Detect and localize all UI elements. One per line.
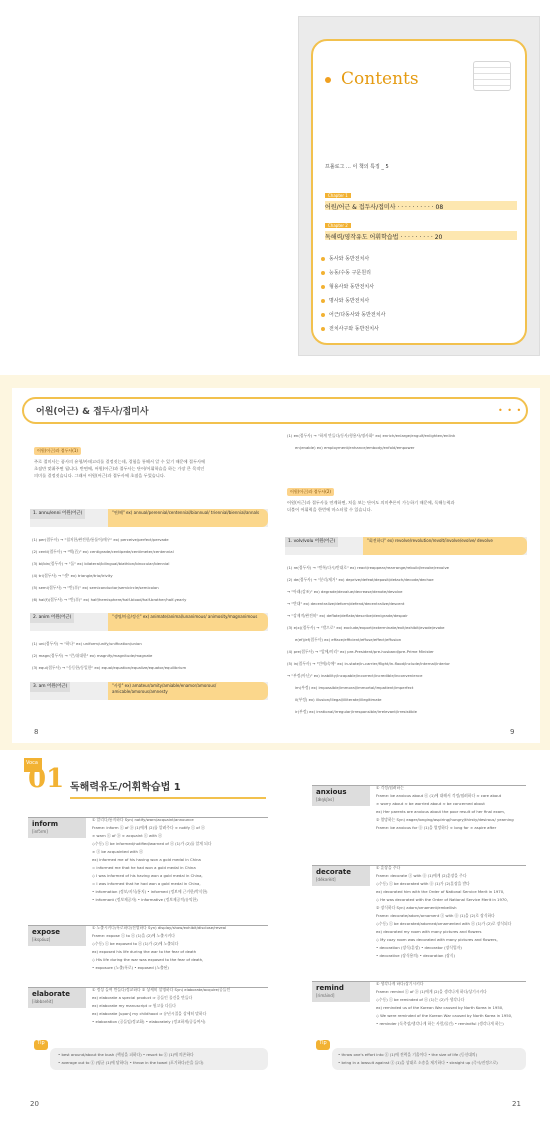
- sub-item[interactable]: 명사와 동반전치사: [329, 298, 370, 304]
- root-group-anim: [30, 613, 268, 631]
- word-decorate: decorate [dékərèit]: [312, 866, 370, 886]
- sub-item[interactable]: 어근/다동사와 동반전치사: [329, 312, 386, 318]
- root-label-1: 어원(어근)과 접두사(1): [34, 447, 81, 455]
- prefix-line: en(enable) ex) employment/enhance/embody/enfold/empower: [295, 445, 415, 450]
- prefix-line: (4) pre(접두사) → "앞에/미리" ex) pre-President/pre-husband/pre-Prime Minister: [287, 649, 434, 654]
- page-number: 21: [512, 1100, 521, 1108]
- heading-underline: [70, 797, 266, 799]
- contents-box: [311, 39, 527, 345]
- prefix-line: → "아래(강조)" ex) degrade/devalue/decrease/denote/devolve: [287, 589, 403, 594]
- entry-body: ① 걱정/염려하는 Frame: be anxious about ⓞ (1)에 대해서 걱정/염려하다 ≈ care about ≈ worry about ≈ be worried about ≈ be concerned about ex) Her parents are anxious about the poor result of her final exam, ② 열망하는 Syn) eager/longing/aspiring/hungry/thirsty/desirous/ yearning Frame: be anxious for ⓞ (1)을 열망하다 ≈ long for ≈ aspire after: [376, 785, 514, 830]
- intro-paragraph: 주로 접미사는 품사의 유형/카테고리를 결정짓는데, 경험을 통해서 알 수 있기 때문에 접두사에 초점만 맞춰주면 됩니다. 반면에, 어원(어근)과 접두사는 단어/어휘학습을 하는 가장 큰 목적인 의미를 결정짓습니다. 그래서 어원(어근)과 접두사에 초점을 두었습니다.: [34, 459, 206, 478]
- tip-icon: Tip: [34, 1040, 48, 1050]
- voca-number: 01: [28, 764, 65, 794]
- word-expose: expose [ikspóuz]: [28, 926, 86, 946]
- entry-body: ① 노출시키다/폭로하다/진열하다 Syn) display/show/exhibit/disclose/reveal Frame: expose ⓢ to ⓞ (1)을 (2)에 노출시키다 ◇수동) ⓢ be exposed to ⓞ (1)가 (2)에 노출되다 ex) exposed his life during the war to the fear of death ◇ His life during the war was exposed to the fear of death, • exposure (노출/폭로) • exposed (노출된): [92, 925, 227, 970]
- root-value: "연/해" ex) annual/perennial/centennial/biannual/ triennial/biennial/annals: [108, 509, 268, 527]
- prefix-line: (1) per(접두사) → "철저한/완전한/통틀어/매우" ex) perceive/perfect/pervade: [32, 537, 169, 542]
- sub-item[interactable]: 전치사구와 동반전치사: [329, 326, 379, 332]
- chapter-2-label: Chapter 2: [325, 223, 351, 228]
- contents-title: Contents: [341, 69, 419, 89]
- word-remind: remind [rimáind]: [312, 982, 370, 1002]
- root-key: 2. anim 어원(어근): [30, 613, 74, 623]
- heading-dots: • • •: [498, 406, 523, 415]
- prefix-line: ir(부정) ex) irrational/irregular/irresponsible/irrelevant/irresistible: [295, 709, 417, 714]
- prefix-line: (3) bi/bin(접두사) → "둘" ex) bilateral/bilingual/biathlon/binocular/biennial: [32, 561, 170, 566]
- prefix-line: (2) magn(접두사) → "큰/위대한" ex) magnify/magnitude/magnate: [32, 653, 153, 658]
- prefix-line: (3) equi(접두사) → "동등한/동일한" ex) equal/equation/equalize/equator/equilibrium: [32, 665, 187, 670]
- prefix-line: → "반대" ex) decentralize/deform/defend/decentralize/descent: [287, 601, 405, 606]
- prologue-line: 프롤로그 … 이 책의 특징 _ 5: [325, 164, 389, 170]
- chapter-1-title[interactable]: 어원/어근 & 접두사/접미사 · · · · · · · · · · 08: [325, 204, 444, 211]
- checklist-icon: [473, 61, 511, 91]
- page-number: 20: [30, 1100, 39, 1108]
- prefix-line: (1) uni(접두사) → "하나" ex) uniform/unify/unification/union: [32, 641, 142, 646]
- tip-box: • best around/about the bush (핵심을 피하다) • resort to ⓢ (1)에 의존하다 • average out to ⓢ (평균 (1)에 달하다) • throw in the towel (포기하다/손을 들다): [50, 1048, 268, 1070]
- root-group-am: [30, 682, 268, 700]
- root-key: 1. volv/volu 어원(어근): [285, 537, 338, 547]
- root-group-annu: [30, 509, 268, 527]
- voca-label: Voca: [24, 758, 42, 772]
- prefix-line: → "부정(아닌)" ex) inability/incapable/incorrect/incredible/inconvenience: [287, 673, 423, 678]
- prefix-line: → "강제적/완전히" ex) deflate/deflate/describe/denigrade/despair: [287, 613, 408, 618]
- root-key: 3. am 어원(어근): [30, 682, 70, 692]
- prefix-line: (3) e(x)(접두사) → "밖으로" ex) exclude/export/exterminate/exit/exhibit/evade/evoke: [287, 625, 445, 630]
- prefix-line: il(부정) ex) illusion/illegal/illiterate/illegitimate: [295, 697, 382, 702]
- prefix-line: (2) centi(접두사) → "백(百)" ex) centigrade/centipede/centimeter/centennial: [32, 549, 174, 554]
- root-key: 1. annu/enni 어원(어근): [30, 509, 85, 519]
- tip-box: • throw one's effort into ⓢ (1)에 전력을 기울이다 • the size of life (등신대의) • bring in a lawsuit against ⓢ (1)을 상대로 소송을 제기하다 • straight up (즉시/진정으로): [332, 1048, 526, 1070]
- sub-item[interactable]: 동사와 동반전치사: [329, 256, 370, 262]
- page-number: 8: [34, 728, 39, 736]
- root-value: "회전하다" ex) revolve/revolution/revolt/involve/evolve/ devolve: [363, 537, 527, 555]
- root-value: "사랑" ex) amateur/amity/amiable/enamor/amorous/ amicable/amorous/amnesty: [108, 682, 268, 700]
- prefix-line: (5) in(접두사) → "안에/속에" ex) in-state/in-carrier/flight/in-flood/include/internal/interior: [287, 661, 450, 666]
- sub-item[interactable]: 능동/수동 구문원리: [329, 270, 371, 276]
- prefix-line: (6) hal(f)(접두사) → "반(半)" ex) half/hemisphere/half-blood/half-brother/half-yearly: [32, 597, 187, 602]
- word-anxious: anxious [ǽŋkʃəs]: [312, 786, 370, 806]
- chapter-2-title[interactable]: 독해력/영작유도 어휘학습법 · · · · · · · · · 20: [325, 234, 443, 241]
- root-label-2: 어원(어근)과 접두사(2): [287, 488, 334, 496]
- intro-paragraph-2: 어원(어근)과 접두사를 연계하면, 처음 보는 단어도 의미추론이 가능하기 때문에, 독해능력과 더불어 어휘력을 한번에 마스터할 수 있습니다.: [287, 500, 455, 512]
- prefix-line: e(ef)/ef(접두사) ex) efface/efficient/effuse/effect/effusion: [295, 637, 402, 642]
- prefix-line: (1) en(접두사) → "하게 만들다/동사/형용사/명사화" ex) enrich/enlarge/engulf/enlighten/enlink: [287, 433, 456, 438]
- entry-body: ① 생각나게 하다/상기시키다 Frame: remind ⓢ of ⓞ (1)에게 (2)을 생각나게 하다/상기시키다 ◇수동) ⓢ be reminded of ⓞ (1)는 (2)가 생각나다 ex) reminded us of the Korean War caused by North Korea in 1950, ◇ We were reminded of the Korean War caused by North Korea in 1950, • reminder (독촉장/생각나게 하는 사람/물건) • remindful (생각나게 하는): [376, 981, 513, 1026]
- prefix-line: (5) semi(접두사) → "반(半)" ex) semiconductor/semicircle/semicolon: [32, 585, 159, 590]
- contents-page: [298, 16, 540, 356]
- page-number: 9: [510, 728, 515, 736]
- prefix-line: im(부정) ex) impossible/immoral/immortal/impatient/imperfect: [295, 685, 414, 690]
- prefix-line: (1) re(접두사) → "반복/다시/반대로" ex) react/reappear/rearrange/rebuild/revoke/revolve: [287, 565, 450, 570]
- word-elaborate: elaborate [ilǽbərèit]: [28, 988, 86, 1008]
- entry-body: ① 훈장을 주다 Frame: decorate ⓢ with ⓞ (1)에게 (2)훈장을 주다 ◇수동) ⓢ be decorated with ⓞ (1)가 (2)훈장을 받다 ex) decorated him with the Order of National Service Merit in 1970, ◇ He was decorated with the Order of National Service Merit in 1970, ② 장식하다 Syn) adorn/ornament/embellish Frame: decorate/adorn/ornament ⓢ with ⓞ (1)을 (2)로 장식하다 ◇수동) ⓢ be decorated/adorned/ornamented with ⓞ (1)가 (2)로 장식되다 ex) decorated my room with many pictures and flowers ◇ My cozy room was decorated with many pictures and flowers, • decoration (장식/훈장) • decorator (장식업자) • decorative (장식용의) • decoration (장식): [376, 865, 512, 958]
- prefix-line: (4) tri(접두사) → "셋" ex) triangle/trio/trivity: [32, 573, 113, 578]
- root-value: "생명/마음/정신" ex) animate/animal/unanimous/ animosity/magnanimous: [108, 613, 268, 631]
- chapter-1-label: Chapter 1: [325, 193, 351, 198]
- prefix-line: (2) de(접두사) → "분리/제거" ex) deprive/defeat/deposit/detach/decode/dechoe: [287, 577, 434, 582]
- word-inform: inform [infɔ́rm]: [28, 818, 86, 838]
- bullet-icon: [325, 77, 331, 83]
- root-group-volv: [285, 537, 527, 555]
- section-heading: 어원(어근) & 접두사/접미사: [36, 407, 149, 417]
- entry-body: ① 정성 들여 만들다/정교하다 ② 상세히 설명하다 Syn) elaborate/acquire/공들인 ex) elaborate a special product ⇒ 공들인 물건을 만들다 ex) elaborate my manuscript ⇒ 원고를 다듬다 ex) elaborate [upon] my childhood ⇒ 유년시절을 상세히 말하다 • elaboration (공들임/정교화) • elaborately (정교하게/공들여서): [92, 987, 231, 1024]
- sub-item[interactable]: 형용사와 동반전치사: [329, 284, 375, 290]
- entry-body: ① 알리다/통지하다 Syn) notify/warn/acquaint/announce Frame: inform ⓢ of ⓞ (1)에게 (2)를 알려주다 ≈ notify ⓢ of ⓞ ≈ warn ⓢ of ⓞ ≈ acquaint ⓢ with ⓞ ◇수동) ⓢ be informed/notified/warned of ⓞ (1)가 (2)를 알게 되다 ≈ ⓢ be acquainted with ⓞ ex) informed me of his having won a gold medal in China = informed me that he had won a gold medal in China ◇ I was informed of his having won a gold medal in China, = I was informed that he had won a gold medal in China, • information (정보/지식/통지) • informed (정보에 근거한/박식한) • informant (정보제공자) • informative (정보제공적/유익한): [92, 817, 212, 902]
- voca-heading: 독해력유도/어휘학습법 1: [70, 782, 181, 793]
- tip-icon: Tip: [316, 1040, 330, 1050]
